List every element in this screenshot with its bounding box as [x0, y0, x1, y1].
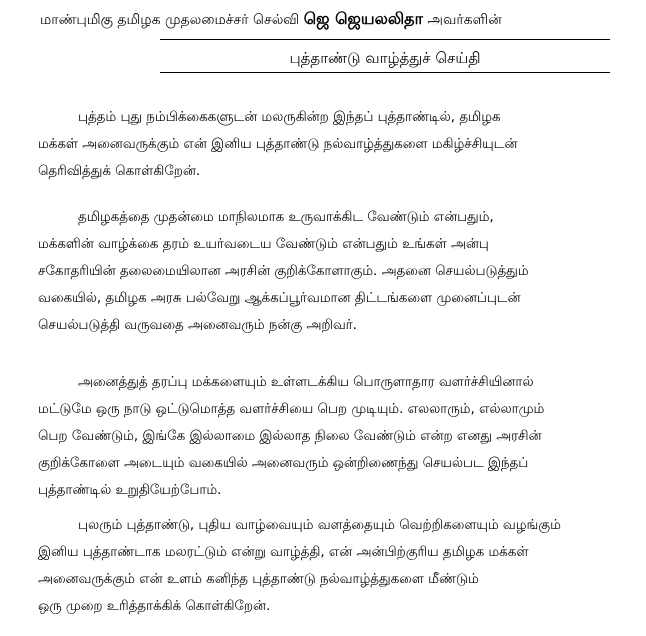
paragraph-line: அனைவருக்கும் என் உளம் கனிந்த புத்தாண்டு நல்வாழ்த்துகளை மீண்டும் — [38, 572, 479, 587]
paragraph-line: மக்களின் வாழ்க்கை தரம் உயர்வடைய வேண்டும் என்பதும் உங்கள் அன்பு — [38, 237, 489, 252]
paragraph-line: பெற வேண்டும், இங்கே இல்லாமை இல்லாத நிலை வேண்டும் என்ற எனது அரசின் — [38, 429, 542, 444]
paragraph-line: புத்தம் புது நம்பிக்கைகளுடன் மலருகின்ற இந்தப் புத்தாண்டில், தமிழக — [78, 110, 501, 125]
paragraph-4 — [38, 512, 634, 620]
document-title: புத்தாண்டு வாழ்த்துச் செய்தி — [289, 49, 481, 67]
paragraph-line: செயல்படுத்தி வருவதை அனைவரும் நன்கு அறிவர். — [38, 318, 357, 333]
paragraph-3 — [38, 369, 634, 504]
paragraph-line: ஒரு முறை உரித்தாக்கிக் கொள்கிறேன். — [38, 599, 271, 614]
paragraph-line: வகையில், தமிழக அரசு பல்வேறு ஆக்கப்பூர்வமான திட்டங்களை முனைப்புடன் — [38, 291, 521, 306]
paragraph-line: மட்டுமே ஒரு நாடு ஒட்டுமொத்த வளர்ச்சியை பெற முடியும். எலலாரும், எல்லாமும் — [38, 402, 545, 417]
paragraph-line: சகோதரியின் தலைமையிலான அரசின் குறிக்கோளாகும். அதனை செயல்படுத்தும் — [38, 264, 529, 279]
paragraph-line: தெரிவித்துக் கொள்கிறேன். — [38, 164, 201, 179]
paragraph-2 — [38, 204, 634, 339]
paragraph-line: மக்கள் அனைவருக்கும் என் இனிய புத்தாண்டு நல்வாழ்த்துகளை மகிழ்ச்சியுடன் — [38, 137, 518, 152]
paragraph-line: அனைத்துத் தரப்பு மக்களையும் உள்ளடக்கிய பொருளாதார வளர்ச்சியினால் — [78, 375, 534, 390]
title-underline — [160, 72, 610, 73]
paragraph-line: தமிழகத்தை முதன்மை மாநிலமாக உருவாக்கிட வேண்டும் என்பதும், — [78, 210, 494, 225]
header-prefix: மாண்புமிகு தமிழக முதலமைச்சர் செல்வி — [40, 12, 300, 28]
paragraph-1 — [38, 104, 634, 185]
paragraph-line: புலரும் புத்தாண்டு, புதிய வாழ்வையும் வளத்தையும் வெற்றிகளையும் வழங்கும் — [78, 518, 561, 533]
header-name: ஜெ ஜெயலலிதா — [303, 9, 423, 28]
header-line — [40, 8, 615, 30]
paragraph-line: புத்தாண்டில் உறுதியேற்போம். — [38, 483, 222, 498]
paragraph-line: இனிய புத்தாண்டாக மலரட்டும் என்று வாழ்த்தி, என் அன்பிற்குரிய தமிழக மக்கள் — [38, 545, 529, 560]
header-suffix: அவர்களின் — [427, 12, 502, 28]
header-divider — [160, 39, 610, 40]
paragraph-line: குறிக்கோளை அடையும் வகையில் அனைவரும் ஒன்றிணைந்து செயல்பட இந்தப் — [38, 456, 529, 471]
